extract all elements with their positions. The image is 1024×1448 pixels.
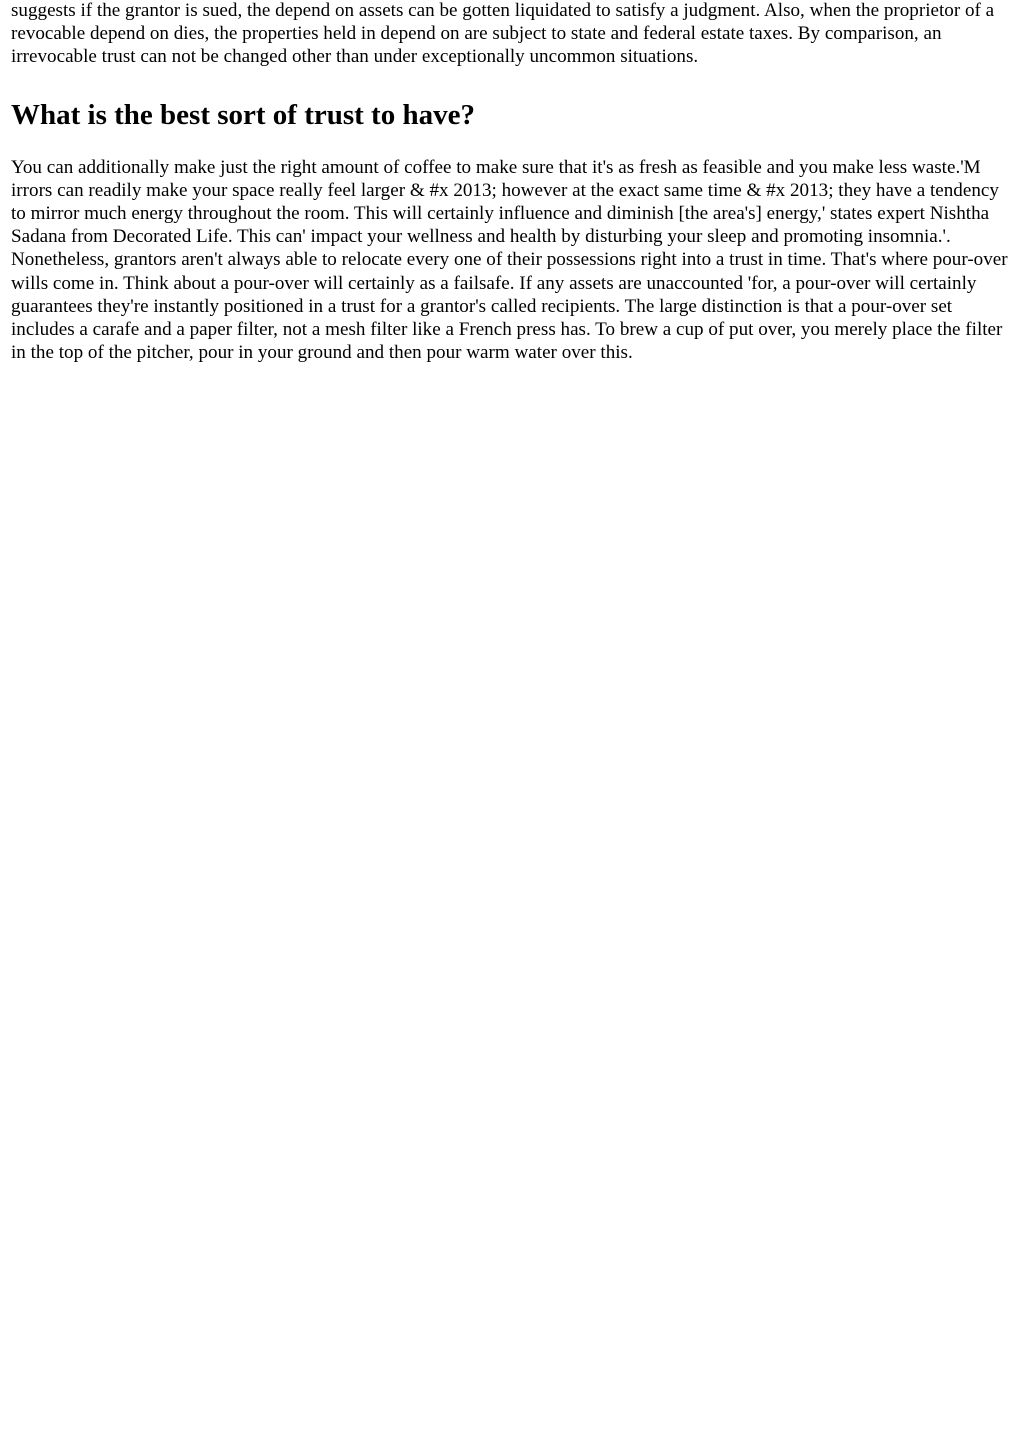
body-paragraph: You can additionally make just the right amount of coffee to make sure that it's as fresh as feasible and you make less waste.'M irrors can readily make your space really feel larger & #x 2013; however at the exact same time & #x 2013; they have a tendency to mirror much energy throughout the room. This will certainly influence and diminish [the area's] energy,' states expert Nishtha Sadana from Decorated Life. This can' impact your wellness and health by disturbing your sleep and promoting insomnia.'. Nonetheless, grantors aren't always able to relocate every one of their possessions right into a trust in time. That's where pour-over wills come in. Think about a pour-over will certainly as a failsafe. If any assets are unaccounted 'for, a pour-over will certainly guarantees they're instantly positioned in a trust for a grantor's called recipients. The large distinction is that a pour-over set includes a carafe and a paper filter, not a mesh filter like a French press has. To brew a cup of put over, you merely place the filter in the top of the pitcher, pour in your ground and then pour warm water over this. (11, 156, 1008, 364)
intro-paragraph: suggests if the grantor is sued, the depend on assets can be gotten liquidated to satisfy a judgment. Also, when the proprietor of a revocable depend on dies, the properties held in depend on are subject to state and federal estate taxes. By comparison, an irrevocable trust can not be changed other than under exceptionally uncommon situations. (11, 0, 995, 68)
article-body (11, 0, 1015, 364)
section-heading: What is the best sort of trust to have? (11, 98, 475, 131)
